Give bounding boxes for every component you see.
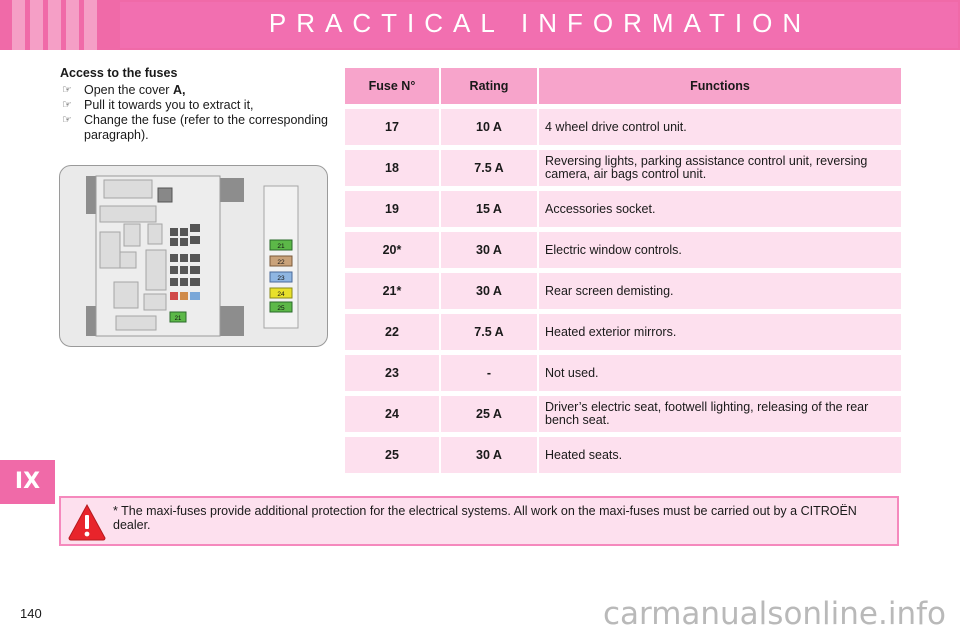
fuse-label: 21	[277, 243, 285, 250]
header-stripes	[12, 0, 102, 50]
access-step	[60, 113, 328, 143]
access-steps	[60, 83, 328, 143]
table-row	[345, 109, 901, 145]
fuse-rating: 7.5 A	[441, 314, 537, 350]
fuse-box-diagram-icon	[60, 166, 327, 346]
fuse-label: 23	[277, 275, 285, 282]
access-step-text: Pull it towards you to extract it,	[84, 98, 254, 112]
fuse-number: 21*	[345, 273, 439, 309]
chapter-tab: IX	[0, 460, 55, 504]
fuse-function: Driver’s electric seat, footwell lighting, releasing of the rear bench seat.	[539, 396, 901, 432]
header-stripe	[12, 0, 25, 50]
access-step	[60, 98, 328, 113]
fuse-number: 22	[345, 314, 439, 350]
fuse-box-illustration	[59, 165, 328, 347]
fuse-rating: -	[441, 355, 537, 391]
access-instructions	[60, 66, 328, 143]
fuse-table	[345, 68, 901, 478]
fuse-function: Not used.	[539, 355, 901, 391]
header-stripe	[84, 0, 97, 50]
fuse-label: 21	[174, 316, 182, 322]
warning-text: * The maxi-fuses provide additional protection for the electrical systems. All work on the maxi-fuses must be carried out by a CITROËN dealer.	[113, 504, 857, 532]
fuse-rating: 30 A	[441, 273, 537, 309]
fuse-rating: 30 A	[441, 232, 537, 268]
fuse-function: Heated exterior mirrors.	[539, 314, 901, 350]
pointer-hand-icon: ☞	[62, 84, 72, 96]
fuse-number: 17	[345, 109, 439, 145]
fuse-rating: 10 A	[441, 109, 537, 145]
fuse-number: 23	[345, 355, 439, 391]
table-row	[345, 437, 901, 473]
watermark: carmanualsonline.info	[602, 596, 946, 632]
fuse-rating: 30 A	[441, 437, 537, 473]
pointer-hand-icon: ☞	[62, 114, 72, 126]
page-number: 140	[20, 606, 42, 621]
fuse-number: 20*	[345, 232, 439, 268]
fuse-number: 18	[345, 150, 439, 186]
warning-box	[59, 496, 899, 546]
fuse-label: 24	[277, 291, 285, 298]
access-step	[60, 83, 328, 98]
fuse-rating: 15 A	[441, 191, 537, 227]
table-row	[345, 314, 901, 350]
table-row	[345, 232, 901, 268]
fuse-function: Heated seats.	[539, 437, 901, 473]
fuse-function: Electric window controls.	[539, 232, 901, 268]
column-header-fuse: Fuse N°	[345, 68, 439, 104]
fuse-number: 19	[345, 191, 439, 227]
header-stripe	[66, 0, 79, 50]
fuse-label: 25	[277, 305, 285, 312]
header-stripe	[48, 0, 61, 50]
pointer-hand-icon: ☞	[62, 99, 72, 111]
access-step-emphasis: A,	[172, 83, 186, 97]
fuse-function: Reversing lights, parking assistance control unit, reversing camera, air bags control unit.	[539, 150, 901, 186]
table-row	[345, 355, 901, 391]
column-header-rating: Rating	[441, 68, 537, 104]
warning-triangle-icon	[67, 503, 107, 541]
fuse-rating: 7.5 A	[441, 150, 537, 186]
fuse-function: Accessories socket.	[539, 191, 901, 227]
header-stripe	[30, 0, 43, 50]
table-row	[345, 150, 901, 186]
table-row	[345, 191, 901, 227]
fuse-rating: 25 A	[441, 396, 537, 432]
column-header-functions: Functions	[539, 68, 901, 104]
access-step-text: Open the cover	[84, 83, 173, 97]
fuse-function: 4 wheel drive control unit.	[539, 109, 901, 145]
page-title: PRACTICAL INFORMATION	[268, 8, 812, 38]
table-header-row	[345, 68, 901, 104]
fuse-label: 22	[277, 259, 285, 266]
access-step-text: Change the fuse (refer to the corresponding paragraph).	[84, 113, 328, 142]
table-row	[345, 273, 901, 309]
fuse-function: Rear screen demisting.	[539, 273, 901, 309]
fuse-number: 24	[345, 396, 439, 432]
access-heading: Access to the fuses	[60, 66, 178, 80]
page-header	[0, 0, 960, 50]
fuse-number: 25	[345, 437, 439, 473]
table-row	[345, 396, 901, 432]
